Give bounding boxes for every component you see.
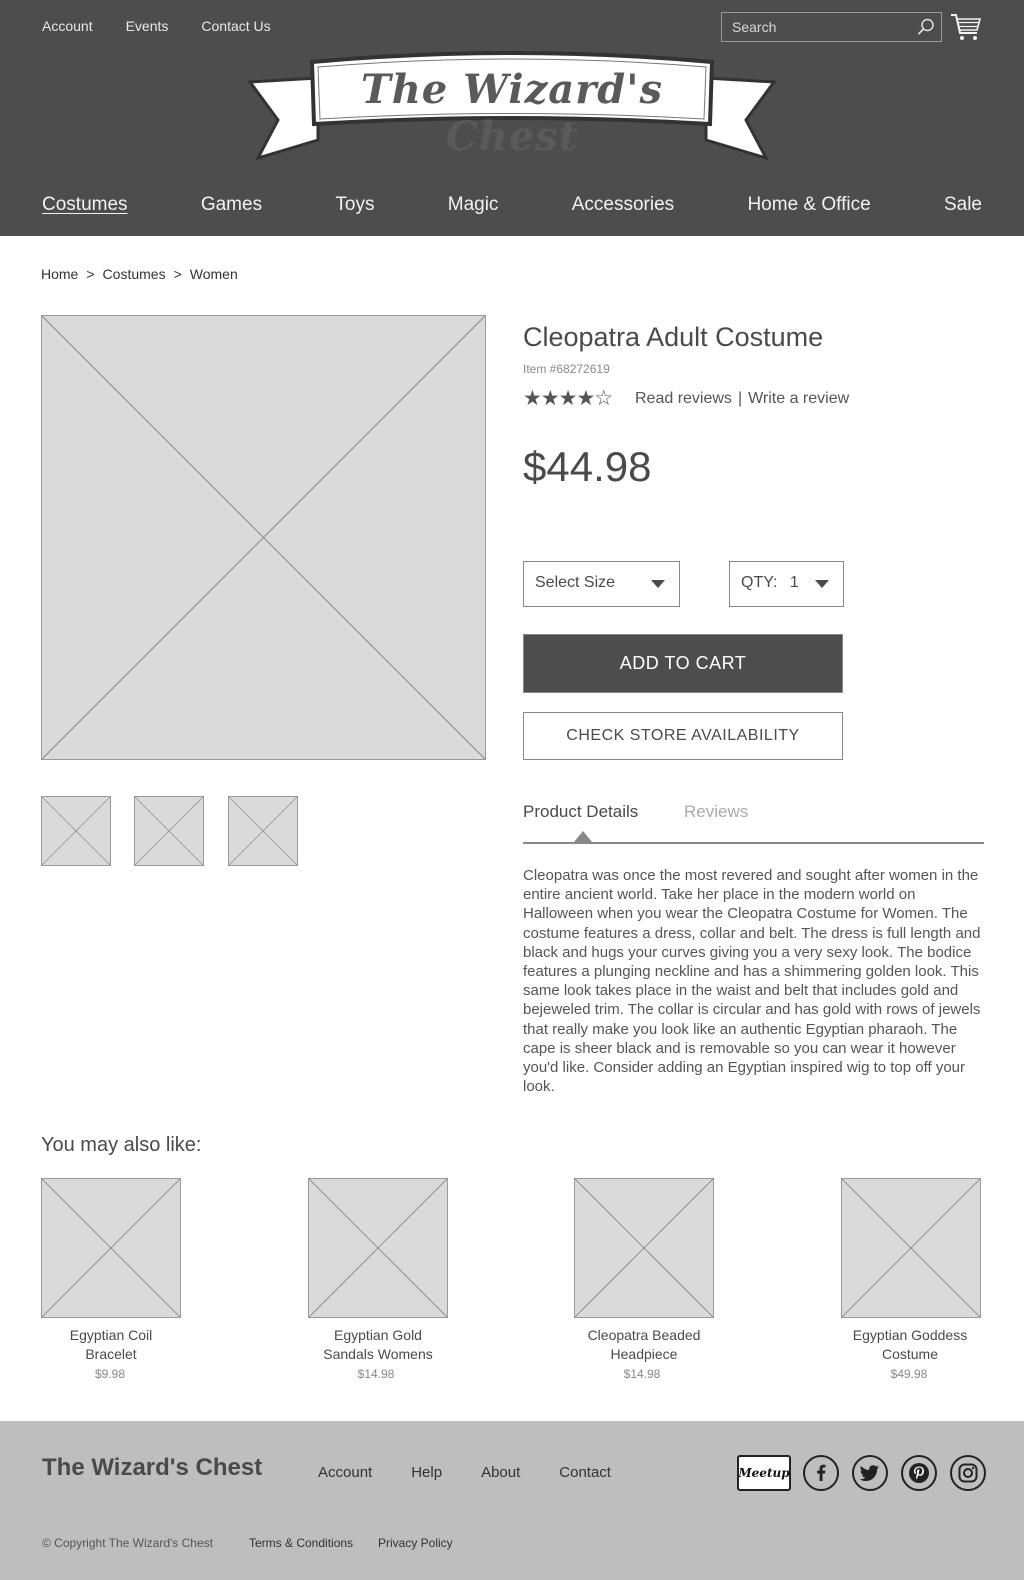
size-select[interactable] <box>523 561 680 607</box>
footer-nav <box>318 1464 611 1481</box>
footer-nav-account[interactable]: Account <box>318 1464 373 1481</box>
nav-games[interactable]: Games <box>200 194 263 215</box>
breadcrumb-separator: > <box>173 266 182 282</box>
recommendation-name[interactable] <box>554 1326 734 1364</box>
footer-nav-about[interactable]: About <box>481 1464 521 1481</box>
breadcrumb-costumes[interactable]: Costumes <box>102 266 166 282</box>
breadcrumb-separator: > <box>86 266 95 282</box>
recommendation-name-line: Egyptian Gold <box>334 1327 422 1343</box>
write-review-link[interactable]: Write a review <box>748 390 850 407</box>
product-main-image[interactable] <box>41 315 486 760</box>
util-nav-events[interactable]: Events <box>125 18 169 34</box>
recommendation-price: $14.98 <box>623 1367 661 1381</box>
product-description: Cleopatra was once the most revered and sought after women in the entire ancient world. Take her place in the modern world on Halloween when you wear the Cleopatra Costume for Women. The costume features a dress, collar and belt. The dress is full length and black and hugs your curves giving you a very sexy look. The bodice features a plunging neckline and has a shimmering golden look. This same look takes place in the waist and belt that includes gold and bejeweled trim. The collar is circular and has gold with rows of jewels that really make you look like an authentic Egyptian pharaoh. The cape is sheer black and is removable so you can wear it however you'd like. Consider adding an Egyptian inspired wig to top off your look. <box>523 867 981 1096</box>
product-thumbnail[interactable] <box>41 796 111 866</box>
breadcrumb <box>41 266 238 282</box>
footer-nav-contact[interactable]: Contact <box>559 1464 611 1481</box>
nav-magic[interactable]: Magic <box>447 194 499 215</box>
product-thumbnail[interactable] <box>228 796 298 866</box>
nav-accessories[interactable]: Accessories <box>571 194 675 215</box>
recommendation-name-line: Egyptian Coil <box>69 1327 153 1343</box>
tab-product-details[interactable]: Product Details <box>523 802 639 821</box>
search-box <box>721 12 942 42</box>
footer-nav-help[interactable]: Help <box>411 1464 443 1481</box>
review-separator: | <box>737 390 743 407</box>
pinterest-icon[interactable] <box>901 1455 937 1491</box>
recommendation-name[interactable] <box>820 1326 1000 1364</box>
terms-link[interactable]: Terms & Conditions <box>249 1536 354 1550</box>
product-title: Cleopatra Adult Costume <box>523 322 824 352</box>
quantity-label: QTY: <box>741 574 778 591</box>
recommendation-price: $14.98 <box>357 1367 395 1381</box>
recommendation-price: $9.98 <box>94 1367 126 1381</box>
breadcrumb-women[interactable]: Women <box>189 266 238 282</box>
product-thumbnail[interactable] <box>134 796 204 866</box>
quantity-value: 1 <box>789 574 799 591</box>
nav-sale[interactable]: Sale <box>943 194 982 215</box>
check-store-availability-button[interactable]: CHECK STORE AVAILABILITY <box>523 712 843 760</box>
recommendation-price: $49.98 <box>890 1367 928 1381</box>
recommendation-image[interactable] <box>841 1178 981 1318</box>
recommendation-name-line: Costume <box>881 1346 939 1362</box>
recommendation-name[interactable] <box>288 1326 468 1364</box>
active-tab-indicator <box>574 831 592 842</box>
star-rating <box>523 386 612 411</box>
star-filled-icon: ★ <box>576 387 595 410</box>
recommendation-name-line: Cleopatra Beaded <box>587 1327 701 1343</box>
recommendation-name-line: Headpiece <box>610 1346 678 1362</box>
star-empty-icon: ☆ <box>594 387 613 410</box>
logo[interactable] <box>248 48 776 164</box>
site-header <box>0 0 1024 236</box>
util-nav-contact-us[interactable]: Contact Us <box>201 18 271 34</box>
cart-icon[interactable] <box>950 12 982 42</box>
meetup-icon[interactable]: Meetup <box>737 1455 791 1491</box>
search-input[interactable] <box>732 17 912 37</box>
nav-home-office[interactable]: Home & Office <box>747 194 871 215</box>
search-icon[interactable] <box>917 18 935 36</box>
facebook-icon[interactable] <box>803 1455 839 1491</box>
main-nav <box>42 194 982 216</box>
utility-nav <box>42 18 271 34</box>
site-footer <box>0 1421 1024 1580</box>
util-nav-account[interactable]: Account <box>42 18 93 34</box>
recommendation-name[interactable] <box>21 1326 201 1364</box>
product-price: $44.98 <box>523 443 652 490</box>
recommendation-image[interactable] <box>308 1178 448 1318</box>
chevron-down-icon <box>815 580 829 588</box>
recommendation-image[interactable] <box>41 1178 181 1318</box>
review-links <box>635 390 849 408</box>
chevron-down-icon <box>651 580 665 588</box>
star-filled-icon: ★ <box>558 387 577 410</box>
star-filled-icon: ★ <box>523 387 541 410</box>
product-tabs <box>523 802 984 844</box>
recommendation-image[interactable] <box>574 1178 714 1318</box>
recommendation-name-line: Egyptian Goddess <box>852 1327 968 1343</box>
star-filled-icon: ★ <box>540 387 559 410</box>
breadcrumb-home[interactable]: Home <box>41 266 79 282</box>
twitter-icon[interactable] <box>852 1455 888 1491</box>
item-number: Item #68272619 <box>523 362 610 376</box>
recommendation-name-line: Bracelet <box>85 1346 137 1362</box>
instagram-icon[interactable] <box>950 1455 986 1491</box>
read-reviews-link[interactable]: Read reviews <box>635 390 732 407</box>
recommendations-heading: You may also like: <box>41 1134 202 1156</box>
logo-text: The Wizard's Chest <box>360 66 664 160</box>
size-select-label: Select Size <box>535 574 616 591</box>
recommendation-name-line: Sandals Womens <box>323 1346 433 1362</box>
privacy-link[interactable]: Privacy Policy <box>378 1536 453 1550</box>
tab-reviews[interactable]: Reviews <box>684 802 749 821</box>
footer-brand[interactable]: The Wizard's Chest <box>42 1454 263 1481</box>
nav-costumes[interactable]: Costumes <box>42 194 128 215</box>
copyright: © Copyright The Wizard's Chest <box>42 1536 213 1550</box>
nav-toys[interactable]: Toys <box>335 194 375 215</box>
add-to-cart-button[interactable]: ADD TO CART <box>523 634 843 693</box>
quantity-select[interactable] <box>729 561 844 607</box>
